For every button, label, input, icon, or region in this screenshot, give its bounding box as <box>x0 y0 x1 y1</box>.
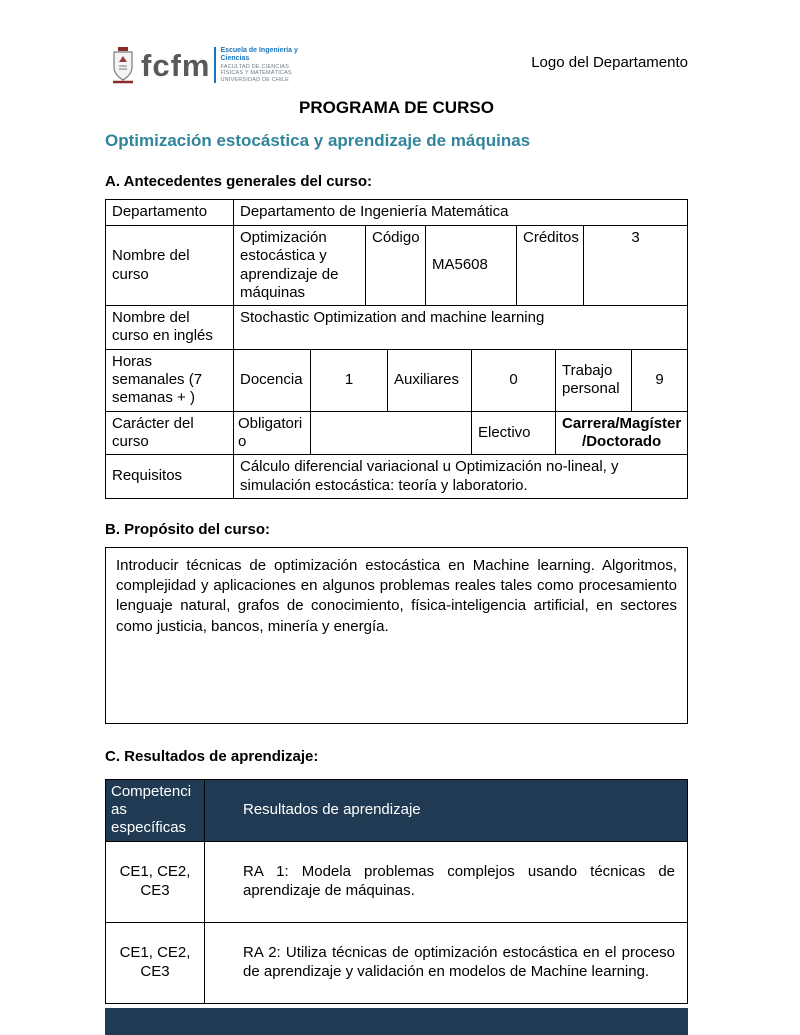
nombre-ingles-value-cell: Stochastic Optimization and machine learning <box>233 305 688 350</box>
logo-faculty-name: FACULTAD DE CIENCIAS FÍSICAS Y MATEMÁTICAS <box>220 63 292 77</box>
university-crest-icon <box>111 45 135 85</box>
next-table-header-partial <box>105 1008 688 1035</box>
requisitos-label-cell: Requisitos <box>105 454 234 499</box>
resultado-cell <box>204 922 688 1004</box>
course-title: Optimización estocástica y aprendizaje de máquinas <box>105 131 531 150</box>
row-departamento <box>105 199 688 226</box>
resultado-text: RA 1: Modela problemas complejos usando técnicas de aprendizaje de máquinas. <box>243 863 675 899</box>
row-nombre-curso <box>105 225 688 306</box>
competencias-column-header: Competencias específicas <box>105 779 205 842</box>
section-a-heading: A. Antecedentes generales del curso: <box>105 173 373 190</box>
row-nombre-ingles <box>105 305 688 350</box>
outcomes-header-row <box>105 779 688 842</box>
obligatorio-cell: Obligatorio <box>233 411 311 456</box>
codigo-label-cell: Código <box>365 225 426 306</box>
department-logo-placeholder: Logo del Departamento <box>531 54 688 71</box>
learning-outcomes-table <box>105 779 688 1004</box>
row-caracter-curso <box>105 411 688 456</box>
creditos-value-cell: 3 <box>583 225 688 306</box>
trabajo-personal-value-cell: 9 <box>631 349 688 412</box>
outcome-row-ra2 <box>105 922 688 1004</box>
page-header <box>105 45 688 85</box>
nombre-label-cell: Nombre del curso <box>105 225 234 306</box>
docencia-label-cell: Docencia <box>233 349 311 412</box>
logo-acronym: fcfm <box>141 47 211 83</box>
carrera-magister-doctorado-cell: Carrera/Magíster /Doctorado <box>555 411 688 456</box>
docencia-value-cell: 1 <box>310 349 388 412</box>
resultado-cell <box>204 841 688 923</box>
course-purpose-box: Introducir técnicas de optimización estocástica en Machine learning. Algoritmos, complejidad y aplicaciones en algunos problemas reales tales como procesamiento lenguaje natural, grafos de conocimiento, física-inteligencia artificial, en sectores como justicia, bancos, minería y energía. <box>105 547 688 724</box>
logo-university-name: UNIVERSIDAD DE CHILE <box>220 76 289 83</box>
outcome-row-ra1 <box>105 841 688 923</box>
trabajo-personal-label-cell: Trabajo personal <box>555 349 632 412</box>
section-c-heading: C. Resultados de aprendizaje: <box>105 747 319 765</box>
logo-school-name: Escuela de Ingeniería y Ciencias <box>220 46 298 63</box>
row-horas-semanales <box>105 349 688 412</box>
row-requisitos <box>105 454 688 499</box>
horas-label-cell: Horas semanales (7 semanas + ) <box>105 349 234 412</box>
nombre-value-cell: Optimización estocástica y aprendizaje de máquinas <box>233 225 366 306</box>
creditos-label-cell: Créditos <box>516 225 584 306</box>
caracter-label-cell: Carácter del curso <box>105 411 234 456</box>
auxiliares-label-cell: Auxiliares <box>387 349 472 412</box>
section-b-heading: B. Propósito del curso: <box>105 520 271 538</box>
codigo-value-cell: MA5608 <box>425 225 517 306</box>
electivo-cell: Electivo <box>471 411 556 456</box>
resultado-text: RA 2: Utiliza técnicas de optimización estocástica en el proceso de aprendizaje y validación en modelos de Machine learning. <box>243 944 675 980</box>
empty-cell <box>310 411 472 456</box>
requisitos-value-cell: Cálculo diferencial variacional u Optimización no-lineal, y simulación estocástica: teoría y laboratorio. <box>233 454 688 499</box>
competencias-cell: CE1, CE2, CE3 <box>105 841 205 923</box>
departamento-value-cell: Departamento de Ingeniería Matemática <box>233 199 688 226</box>
nombre-ingles-label-cell: Nombre del curso en inglés <box>105 305 234 350</box>
general-info-table <box>105 199 688 499</box>
resultados-column-header: Resultados de aprendizaje <box>204 779 688 842</box>
auxiliares-value-cell: 0 <box>471 349 556 412</box>
document-title: PROGRAMA DE CURSO <box>299 98 494 117</box>
logo-subtext <box>214 47 300 84</box>
university-logo <box>111 45 300 85</box>
departamento-label-cell: Departamento <box>105 199 234 226</box>
competencias-cell: CE1, CE2, CE3 <box>105 922 205 1004</box>
